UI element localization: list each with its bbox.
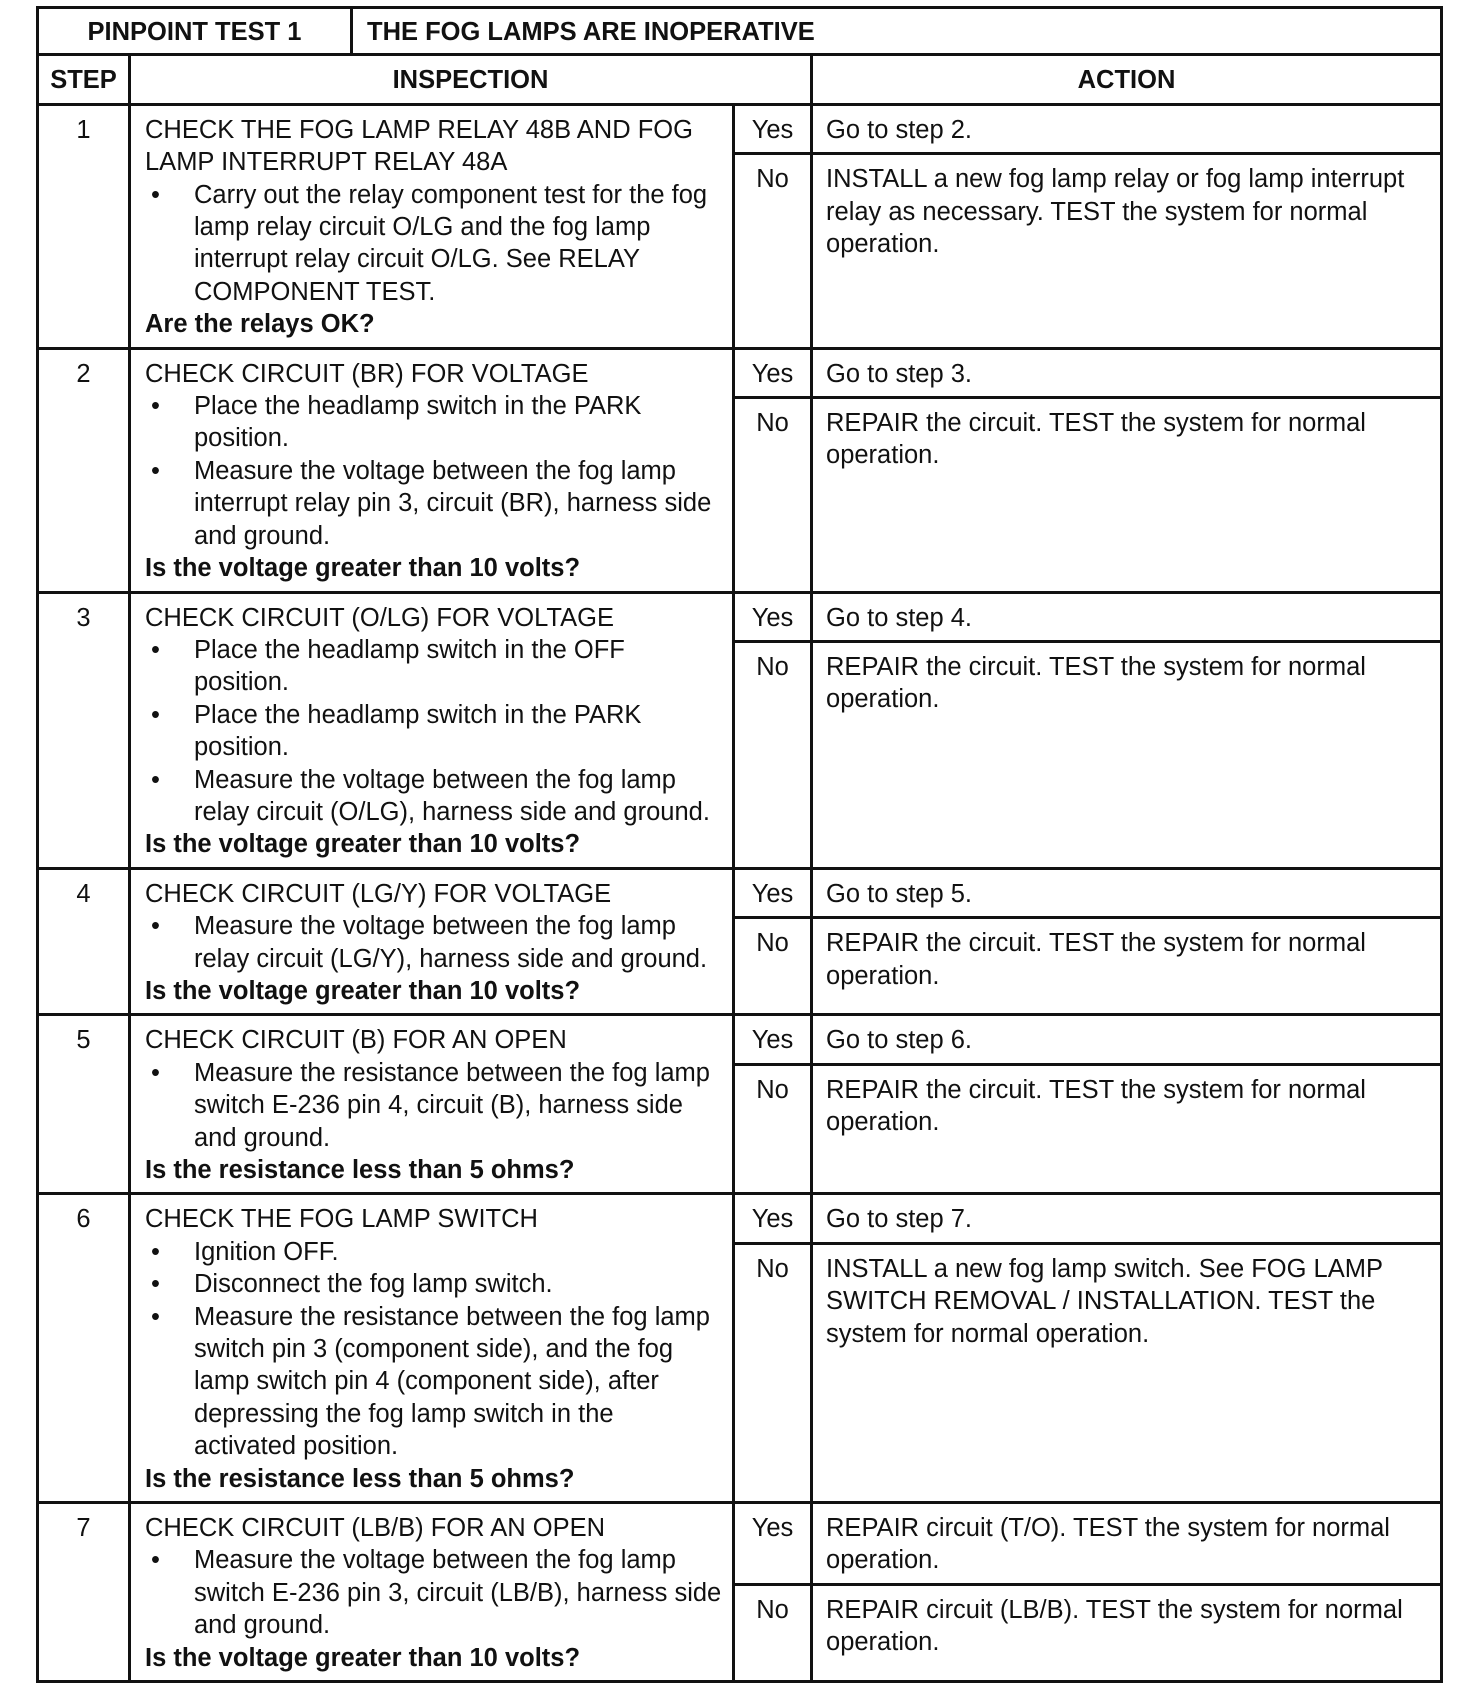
step-row-yes <box>38 348 1442 397</box>
no-label: No <box>734 398 812 592</box>
header-step: STEP <box>38 55 130 104</box>
yes-action: Go to step 5. <box>812 868 1442 917</box>
no-label: No <box>734 918 812 1015</box>
yes-action: Go to step 2. <box>812 104 1442 153</box>
yes-action: Go to step 6. <box>812 1015 1442 1064</box>
inspection-heading: CHECK CIRCUIT (LB/B) FOR AN OPEN <box>145 1514 606 1543</box>
inspection-procedure-list <box>145 1236 722 1463</box>
inspection-procedure-list <box>145 634 722 828</box>
inspection-cell <box>130 348 734 592</box>
inspection-question: Is the voltage greater than 10 volts? <box>145 1643 581 1672</box>
yes-action: Go to step 3. <box>812 348 1442 397</box>
step-row-yes <box>38 1194 1442 1243</box>
step-row-yes <box>38 104 1442 153</box>
procedure-bullet: • Measure the resistance between the fog lamp switch E-236 pin 4, circuit (B), harness side and ground. <box>145 1057 722 1154</box>
step-number: 6 <box>38 1194 130 1503</box>
step-number: 2 <box>38 348 130 592</box>
header-action: ACTION <box>812 55 1442 104</box>
inspection-heading: CHECK CIRCUIT (BR) FOR VOLTAGE <box>145 359 589 388</box>
no-label: No <box>734 1064 812 1194</box>
step-number: 4 <box>38 868 130 1015</box>
yes-label: Yes <box>734 592 812 641</box>
inspection-cell <box>130 1194 734 1503</box>
yes-label: Yes <box>734 1503 812 1585</box>
inspection-cell <box>130 868 734 1015</box>
procedure-bullet: • Disconnect the fog lamp switch. <box>145 1268 722 1300</box>
yes-action: Go to step 7. <box>812 1194 1442 1243</box>
yes-label: Yes <box>734 104 812 153</box>
procedure-bullet: • Place the headlamp switch in the PARK position. <box>145 390 722 455</box>
yes-action: REPAIR circuit (T/O). TEST the system for normal operation. <box>812 1503 1442 1585</box>
procedure-bullet: • Measure the voltage between the fog lamp switch E-236 pin 3, circuit (LB/B), harness side and ground. <box>145 1544 722 1641</box>
inspection-question: Is the resistance less than 5 ohms? <box>145 1464 575 1493</box>
no-label: No <box>734 1243 812 1502</box>
test-name: THE FOG LAMPS ARE INOPERATIVE <box>352 8 1442 55</box>
inspection-procedure-list <box>145 1544 722 1641</box>
step-row-yes <box>38 1503 1442 1585</box>
inspection-cell <box>130 1015 734 1194</box>
yes-label: Yes <box>734 1015 812 1064</box>
step-row-yes <box>38 868 1442 917</box>
step-number: 1 <box>38 104 130 348</box>
procedure-bullet: • Measure the voltage between the fog lamp relay circuit (O/LG), harness side and ground. <box>145 764 722 829</box>
yes-label: Yes <box>734 348 812 397</box>
no-action: REPAIR the circuit. TEST the system for normal operation. <box>812 641 1442 868</box>
inspection-procedure-list <box>145 1057 722 1154</box>
procedure-bullet: • Measure the resistance between the fog lamp switch pin 3 (component side), and the fog lamp switch pin 4 (component side), after depressing the fog lamp switch in the activated position. <box>145 1301 722 1463</box>
procedure-bullet: • Place the headlamp switch in the OFF position. <box>145 634 722 699</box>
step-number: 5 <box>38 1015 130 1194</box>
inspection-procedure-list <box>145 179 722 309</box>
step-number: 3 <box>38 592 130 868</box>
header-row <box>38 55 1442 104</box>
title-row <box>38 8 1442 55</box>
no-action: REPAIR the circuit. TEST the system for normal operation. <box>812 398 1442 592</box>
no-action: REPAIR the circuit. TEST the system for normal operation. <box>812 918 1442 1015</box>
inspection-procedure-list <box>145 390 722 552</box>
yes-label: Yes <box>734 868 812 917</box>
inspection-question: Is the resistance less than 5 ohms? <box>145 1156 575 1184</box>
no-action: INSTALL a new fog lamp relay or fog lamp interrupt relay as necessary. TEST the system for normal operation. <box>812 154 1442 348</box>
test-id: PINPOINT TEST 1 <box>38 8 352 55</box>
header-inspection: INSPECTION <box>130 55 812 104</box>
procedure-bullet: • Measure the voltage between the fog lamp relay circuit (LG/Y), harness side and ground. <box>145 910 722 975</box>
procedure-bullet: • Place the headlamp switch in the PARK position. <box>145 699 722 764</box>
inspection-heading: CHECK CIRCUIT (LG/Y) FOR VOLTAGE <box>145 879 612 908</box>
no-label: No <box>734 154 812 348</box>
procedure-bullet: • Carry out the relay component test for the fog lamp relay circuit O/LG and the fog lamp interrupt relay circuit O/LG. See RELAY COMPONENT TEST. <box>145 179 722 309</box>
inspection-heading: CHECK THE FOG LAMP SWITCH <box>145 1205 538 1234</box>
inspection-procedure-list <box>145 910 722 975</box>
inspection-heading: CHECK CIRCUIT (O/LG) FOR VOLTAGE <box>145 603 614 632</box>
inspection-cell <box>130 592 734 868</box>
inspection-question: Are the relays OK? <box>145 310 375 339</box>
pinpoint-test-document <box>36 6 1440 1683</box>
no-action: REPAIR the circuit. TEST the system for normal operation. <box>812 1064 1442 1194</box>
no-action: INSTALL a new fog lamp switch. See FOG LAMP SWITCH REMOVAL / INSTALLATION. TEST the system for normal operation. <box>812 1243 1442 1502</box>
yes-action: Go to step 4. <box>812 592 1442 641</box>
procedure-bullet: • Measure the voltage between the fog lamp interrupt relay pin 3, circuit (BR), harness side and ground. <box>145 455 722 552</box>
step-row-yes <box>38 1015 1442 1064</box>
inspection-heading: CHECK CIRCUIT (B) FOR AN OPEN <box>145 1026 567 1055</box>
inspection-cell <box>130 104 734 348</box>
pinpoint-test-table <box>36 6 1443 1683</box>
inspection-question: Is the voltage greater than 10 volts? <box>145 976 581 1005</box>
step-row-yes <box>38 592 1442 641</box>
no-label: No <box>734 641 812 868</box>
inspection-heading: CHECK THE FOG LAMP RELAY 48B AND FOG LAMP INTERRUPT RELAY 48A <box>145 115 693 177</box>
step-number: 7 <box>38 1503 130 1682</box>
inspection-question: Is the voltage greater than 10 volts? <box>145 830 581 859</box>
procedure-bullet: • Ignition OFF. <box>145 1236 722 1268</box>
no-action: REPAIR circuit (LB/B). TEST the system for normal operation. <box>812 1584 1442 1681</box>
inspection-cell <box>130 1503 734 1682</box>
no-label: No <box>734 1584 812 1681</box>
yes-label: Yes <box>734 1194 812 1243</box>
inspection-question: Is the voltage greater than 10 volts? <box>145 554 581 583</box>
